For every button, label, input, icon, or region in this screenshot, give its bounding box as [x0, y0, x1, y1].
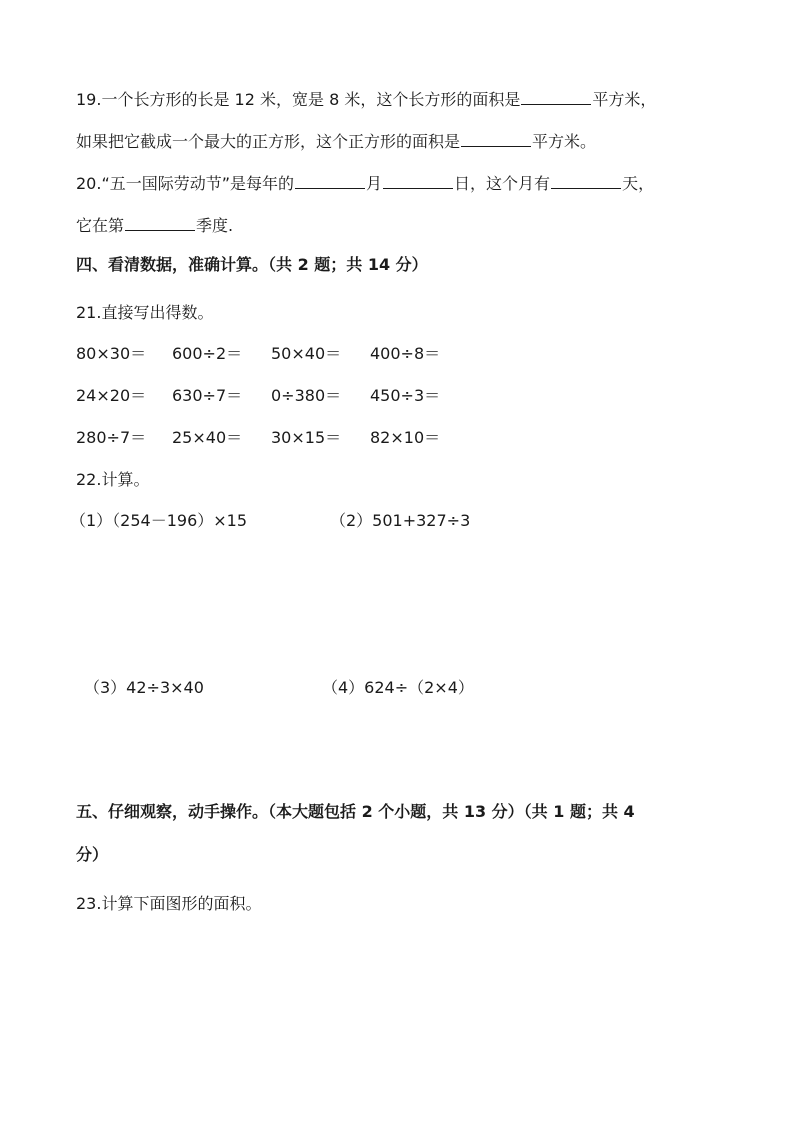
q20-text-4: 天， — [622, 174, 655, 193]
q20-line2 — [76, 212, 233, 237]
q20-text-5: 它在第 — [76, 216, 125, 235]
q19-line1 — [76, 86, 656, 111]
q21-item: 450÷3＝ — [370, 386, 441, 405]
q20-text-3: 日，这个月有 — [454, 174, 551, 193]
q22-item-3: （3）42÷3×40 — [84, 678, 204, 697]
q20-text-1: 20.“五一国际劳动节”是每年的 — [76, 174, 295, 193]
q21-item: 630÷7＝ — [172, 386, 243, 405]
q19-text-1: 19.一个长方形的长是 12 米，宽是 8 米，这个长方形的面积是 — [76, 90, 521, 109]
q19-text-3: 如果把它截成一个最大的正方形，这个正方形的面积是 — [76, 132, 461, 151]
q22-title: 22.计算。 — [76, 470, 150, 489]
q21-item: 24×20＝ — [76, 386, 147, 405]
q21-item: 80×30＝ — [76, 344, 147, 363]
q20-blank-day[interactable] — [383, 170, 453, 189]
q20-blank-days[interactable] — [551, 170, 621, 189]
q20-blank-month[interactable] — [295, 170, 365, 189]
q22-item-2: （2）501+327÷3 — [330, 511, 471, 530]
q19-text-2: 平方米， — [592, 90, 657, 109]
q21-title: 21.直接写出得数。 — [76, 303, 214, 322]
q19-blank-1[interactable] — [521, 86, 591, 105]
q20-text-6: 季度. — [196, 216, 234, 235]
q21-item: 600÷2＝ — [172, 344, 243, 363]
q21-item: 400÷8＝ — [370, 344, 441, 363]
q21-item: 0÷380＝ — [271, 386, 342, 405]
q22-item-4: （4）624÷（2×4） — [322, 678, 474, 697]
section4-title: 四、看清数据，准确计算。（共 2 题；共 14 分） — [76, 255, 428, 274]
q20-text-2: 月 — [366, 174, 383, 193]
section5-title-line1: 五、仔细观察，动手操作。（本大题包括 2 个小题，共 13 分）（共 1 题；共 4 — [76, 802, 635, 821]
q23-title: 23.计算下面图形的面积。 — [76, 894, 262, 913]
q19-blank-2[interactable] — [461, 128, 531, 147]
q22-item-1: （1）（254－196）×15 — [70, 511, 248, 530]
q21-item: 25×40＝ — [172, 428, 243, 447]
q20-line1 — [76, 170, 654, 195]
q21-item: 280÷7＝ — [76, 428, 147, 447]
section5-title-line2: 分） — [76, 845, 109, 864]
q21-item: 82×10＝ — [370, 428, 441, 447]
q20-blank-quarter[interactable] — [125, 212, 195, 231]
q19-text-4: 平方米。 — [532, 132, 597, 151]
q21-item: 30×15＝ — [271, 428, 342, 447]
q21-item: 50×40＝ — [271, 344, 342, 363]
q19-line2 — [76, 128, 596, 153]
